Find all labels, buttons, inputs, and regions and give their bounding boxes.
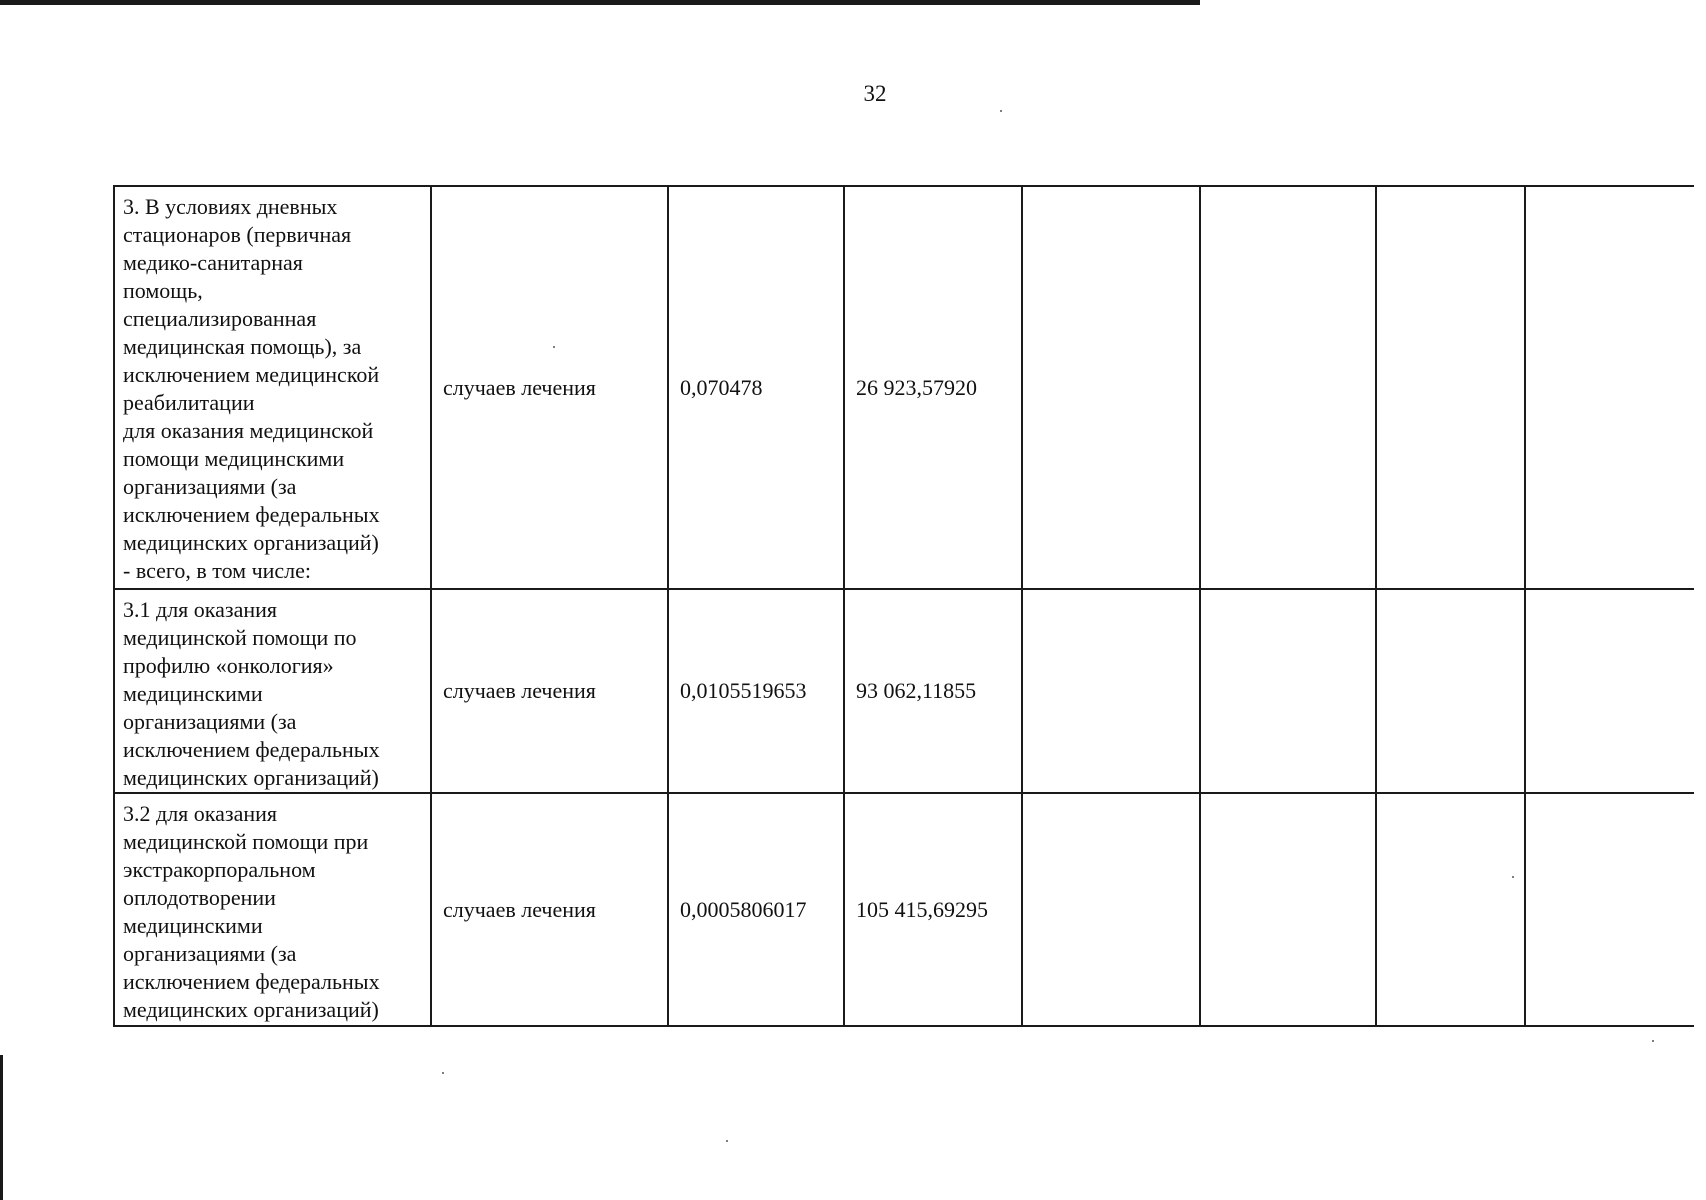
unit-cell: случаев лечения — [431, 793, 668, 1026]
empty-cell — [1525, 186, 1694, 589]
empty-cell — [1022, 186, 1200, 589]
empty-cell — [1376, 589, 1525, 793]
unit-cell: случаев лечения — [431, 186, 668, 589]
table-row — [114, 589, 1694, 793]
description-line: 3.2 для оказания — [123, 801, 278, 826]
table-row — [114, 186, 1694, 589]
description-line: профилю «онкология» — [123, 653, 334, 678]
description-line: медицинскими — [123, 681, 263, 706]
cost-cell: 93 062,11855 — [844, 589, 1022, 793]
scan-left-edge — [0, 1055, 3, 1200]
description-line: экстракорпоральном — [123, 857, 316, 882]
description-cell — [114, 186, 431, 589]
cost-cell: 105 415,69295 — [844, 793, 1022, 1026]
description-line: 3.1 для оказания — [123, 597, 278, 622]
description-line: стационаров (первичная — [123, 222, 352, 247]
description-cell — [114, 793, 431, 1026]
description-line: исключением федеральных — [123, 737, 380, 762]
description-cell — [114, 589, 431, 793]
description-line: помощи медицинскими — [123, 446, 345, 471]
cost-cell: 26 923,57920 — [844, 186, 1022, 589]
description-line: организациями (за — [123, 709, 297, 734]
empty-cell — [1376, 186, 1525, 589]
description-line: медицинских организаций) — [123, 530, 379, 555]
description-line: медицинской помощи при — [123, 829, 369, 854]
page-number: 32 — [863, 81, 887, 106]
description-line: исключением федеральных — [123, 969, 380, 994]
description-line: 3. В условиях дневных — [123, 194, 338, 219]
description-line: исключением федеральных — [123, 502, 380, 527]
unit-cell: случаев лечения — [431, 589, 668, 793]
description-line: реабилитации — [123, 390, 255, 415]
description-line: специализированная — [123, 306, 317, 331]
empty-cell — [1022, 793, 1200, 1026]
scan-speck — [726, 1140, 728, 1142]
empty-cell — [1200, 793, 1376, 1026]
scan-speck — [442, 1072, 444, 1074]
scan-speck — [553, 346, 555, 348]
description-line: - всего, в том числе: — [123, 558, 312, 583]
description-line: помощь, — [123, 278, 203, 303]
scan-top-edge — [0, 0, 1200, 5]
description-line: медицинская помощь), за — [123, 334, 362, 359]
empty-cell — [1200, 186, 1376, 589]
description-line: исключением медицинской — [123, 362, 380, 387]
empty-cell — [1200, 589, 1376, 793]
scan-speck — [1652, 1040, 1654, 1042]
empty-cell — [1525, 589, 1694, 793]
scan-speck — [1000, 110, 1002, 112]
description-line: медицинской помощи по — [123, 625, 357, 650]
rate-cell: 0,0105519653 — [668, 589, 844, 793]
description-line: медико-санитарная — [123, 250, 303, 275]
empty-cell — [1376, 793, 1525, 1026]
table-row — [114, 793, 1694, 1026]
rate-cell: 0,0005806017 — [668, 793, 844, 1026]
description-line: медицинскими — [123, 913, 263, 938]
description-line: оплодотворении — [123, 885, 276, 910]
description-line: организациями (за — [123, 941, 297, 966]
scan-speck — [1512, 876, 1514, 878]
empty-cell — [1525, 793, 1694, 1026]
description-line: организациями (за — [123, 474, 297, 499]
description-line: медицинских организаций) — [123, 765, 379, 790]
empty-cell — [1022, 589, 1200, 793]
data-table — [113, 185, 1694, 1027]
rate-cell: 0,070478 — [668, 186, 844, 589]
description-line: для оказания медицинской — [123, 418, 374, 443]
description-line: медицинских организаций) — [123, 997, 379, 1022]
